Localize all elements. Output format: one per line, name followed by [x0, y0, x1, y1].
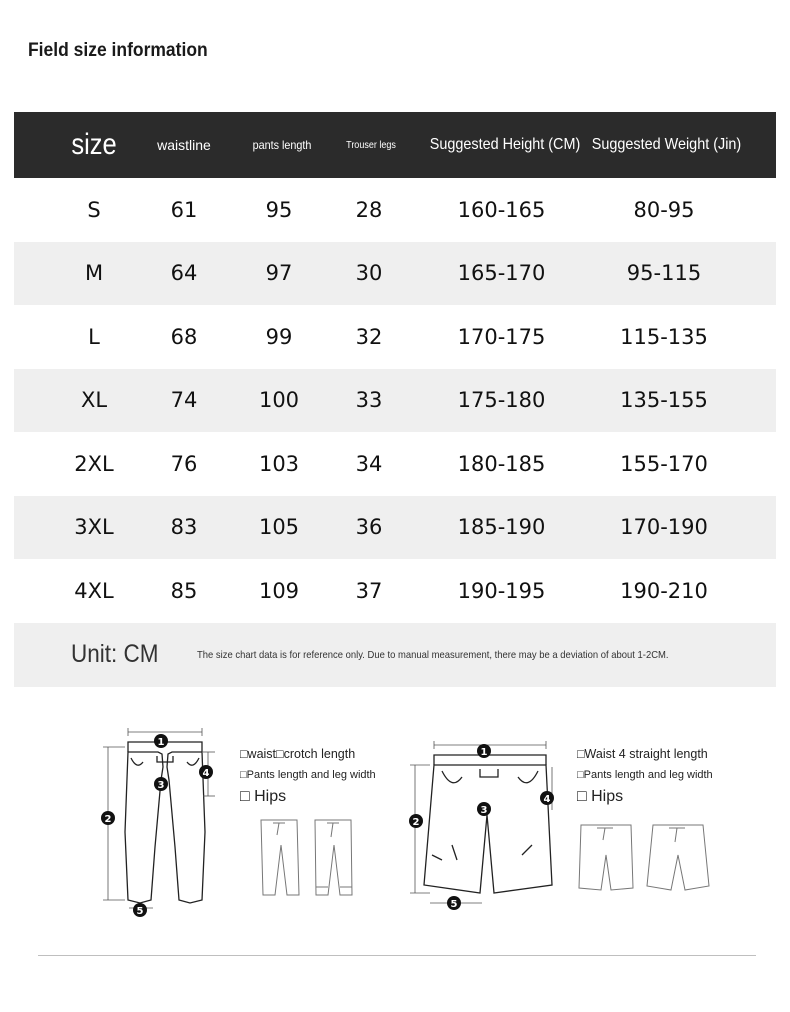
marker-2-label: 2	[104, 814, 112, 825]
cell-pants-length: 95	[265, 197, 293, 222]
table-row	[14, 559, 776, 623]
unit-note: The size chart data is for reference only. Due to manual measurement, there may be a deviation of about 1-2CM.	[197, 648, 669, 661]
pants-legend	[240, 744, 376, 807]
header-suggested-weight: Suggested Weight (Jin)	[591, 136, 742, 153]
cell-waistline: 74	[170, 388, 198, 413]
table-row	[14, 178, 776, 242]
cell-trouser-legs: 33	[355, 388, 383, 413]
cell-pants-length: 99	[265, 324, 293, 349]
table-row	[14, 242, 776, 306]
cell-trouser-legs: 30	[355, 261, 383, 286]
cell-suggested-weight: 190-210	[620, 578, 708, 603]
cell-suggested-height: 175-180	[457, 388, 546, 413]
cell-waistline: 64	[170, 261, 198, 286]
header-trouser-legs: Trouser legs	[346, 139, 396, 151]
shorts-legend-length: □Pants length and leg width	[577, 769, 713, 781]
cell-trouser-legs: 36	[355, 515, 383, 540]
cell-suggested-height: 160-165	[457, 197, 546, 222]
cell-size: 3XL	[74, 515, 114, 540]
marker-5-label: 5	[136, 906, 144, 917]
pants-legend-waist: □waist□crotch length	[240, 747, 356, 761]
cell-suggested-height: 170-175	[457, 324, 546, 349]
header-suggested-height: Suggested Height (CM)	[429, 136, 581, 153]
pants-diagram	[95, 722, 230, 922]
table-header	[14, 112, 776, 178]
cell-size: L	[88, 324, 100, 349]
cell-trouser-legs: 28	[355, 197, 383, 222]
cell-trouser-legs: 32	[355, 324, 383, 349]
size-chart-table	[14, 112, 776, 687]
pants-thumbnails	[255, 815, 355, 905]
cell-trouser-legs: 34	[355, 451, 383, 476]
shorts-legend	[577, 744, 713, 807]
marker-1-label: 1	[157, 737, 165, 748]
cell-suggested-height: 190-195	[457, 578, 546, 603]
cell-suggested-weight: 170-190	[620, 515, 708, 540]
cell-waistline: 85	[170, 578, 198, 603]
table-row	[14, 496, 776, 560]
cell-size: XL	[80, 388, 108, 413]
divider	[38, 955, 756, 956]
cell-pants-length: 103	[258, 451, 300, 476]
shorts-thumbnails	[575, 820, 715, 895]
cell-suggested-height: 180-185	[457, 451, 546, 476]
cell-pants-length: 97	[265, 261, 293, 286]
shorts-diagram	[402, 735, 567, 915]
cell-waistline: 68	[170, 324, 198, 349]
cell-suggested-height: 165-170	[457, 261, 546, 286]
cell-pants-length: 100	[258, 388, 300, 413]
marker-4-label: 4	[202, 768, 210, 779]
cell-size: M	[84, 261, 104, 286]
shorts-legend-hips: □ Hips	[577, 788, 624, 805]
table-row	[14, 369, 776, 433]
cell-size: 2XL	[74, 451, 114, 476]
cell-suggested-weight: 135-155	[620, 388, 708, 413]
table-row	[14, 432, 776, 496]
unit-label: Unit: CM	[71, 640, 159, 668]
cell-size: S	[87, 197, 101, 222]
header-pants-length: pants length	[252, 138, 312, 152]
page-title: Field size information	[28, 40, 208, 61]
header-size: size	[71, 128, 117, 161]
shorts-marker-3-label: 3	[480, 805, 488, 816]
cell-pants-length: 109	[258, 578, 300, 603]
shorts-legend-waist: □Waist 4 straight length	[577, 747, 708, 761]
cell-waistline: 76	[170, 451, 198, 476]
shorts-marker-4-label: 4	[543, 794, 551, 805]
pants-legend-length: □Pants length and leg width	[240, 769, 376, 781]
cell-trouser-legs: 37	[355, 578, 383, 603]
cell-size: 4XL	[74, 578, 114, 603]
cell-waistline: 61	[170, 197, 198, 222]
shorts-marker-2-label: 2	[412, 817, 420, 828]
cell-suggested-weight: 155-170	[620, 451, 708, 476]
table-row	[14, 305, 776, 369]
shorts-marker-5-label: 5	[450, 899, 458, 910]
marker-3-label: 3	[157, 780, 165, 791]
cell-suggested-weight: 115-135	[620, 324, 708, 349]
shorts-marker-1-label: 1	[480, 747, 488, 758]
pants-legend-hips: □ Hips	[240, 788, 287, 805]
header-waistline: waistline	[157, 137, 211, 153]
unit-row	[14, 623, 776, 687]
cell-suggested-height: 185-190	[457, 515, 546, 540]
cell-suggested-weight: 80-95	[633, 197, 695, 222]
cell-suggested-weight: 95-115	[626, 261, 702, 286]
cell-pants-length: 105	[258, 515, 300, 540]
cell-waistline: 83	[170, 515, 198, 540]
